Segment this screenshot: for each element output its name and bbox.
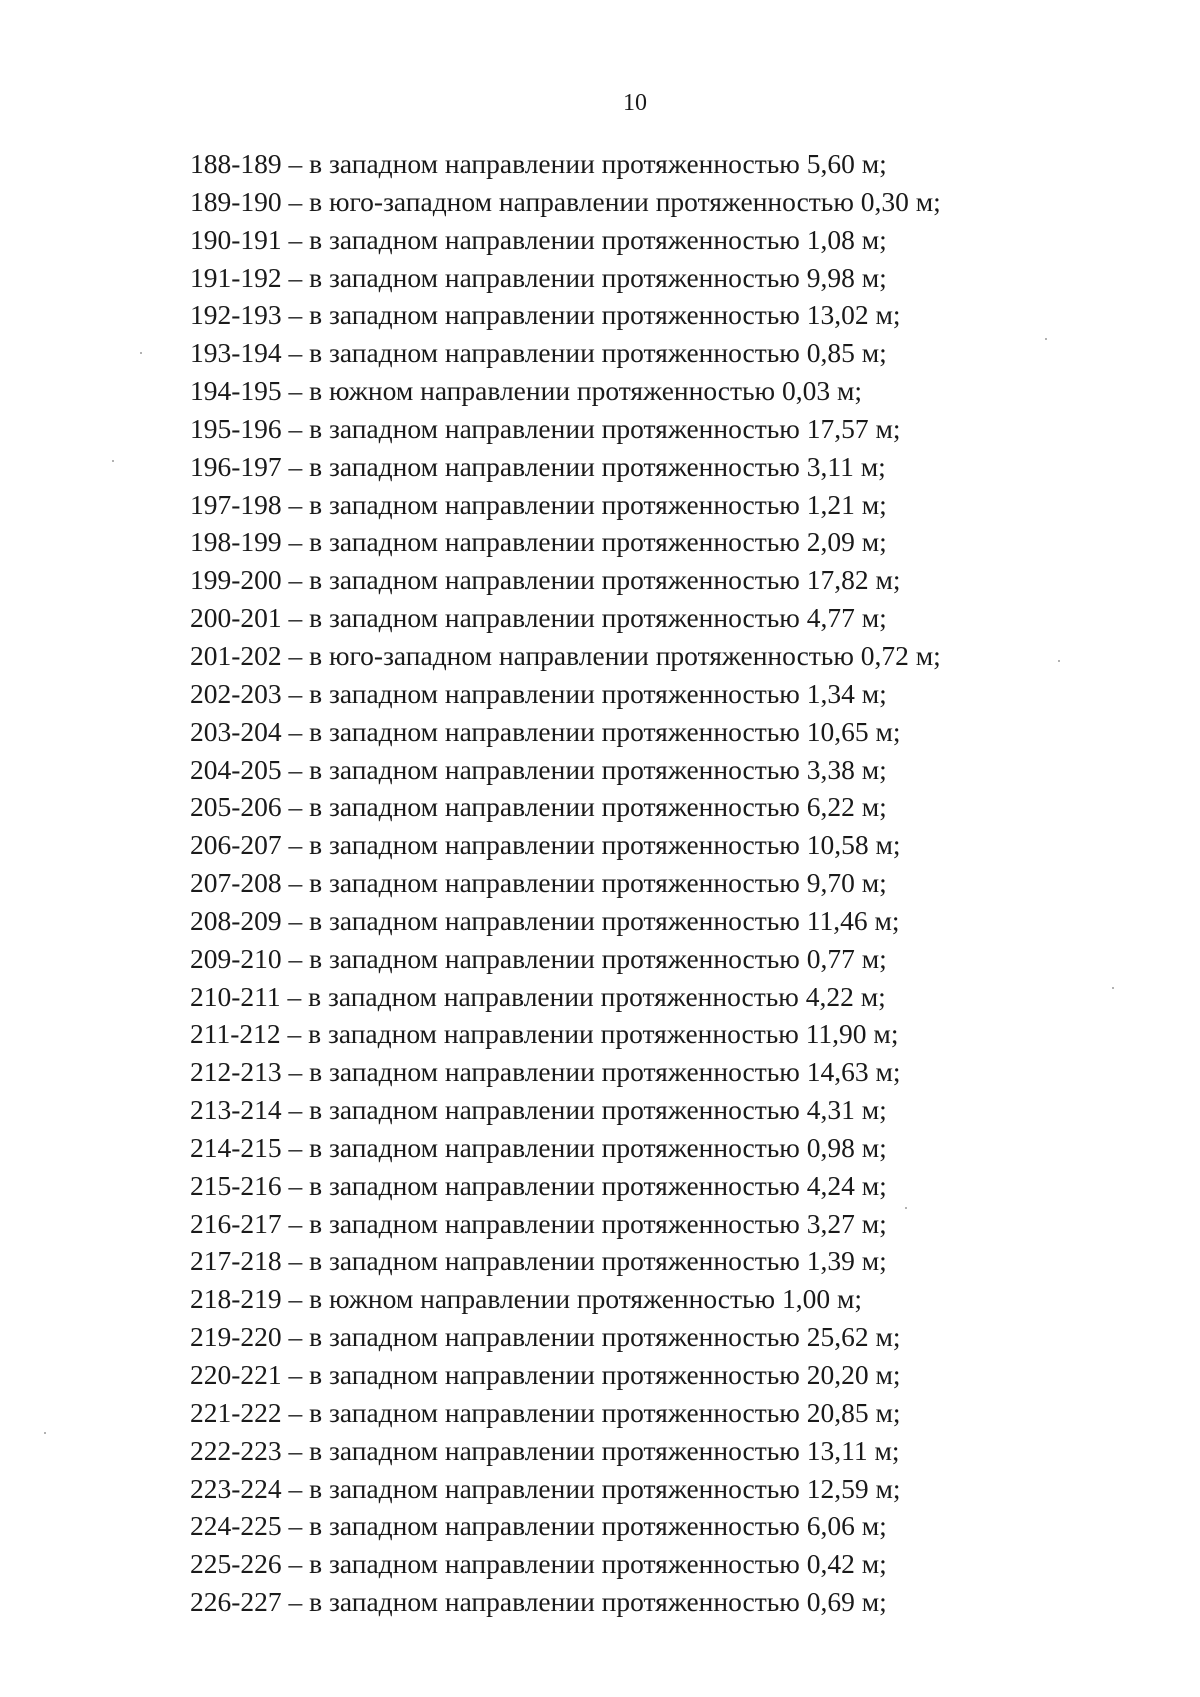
segment-line: 212-213 – в западном направлении протяженностью 14,63 м;: [190, 1056, 901, 1088]
segment-line: 214-215 – в западном направлении протяженностью 0,98 м;: [190, 1131, 887, 1163]
segment-line: 198-199 – в западном направлении протяженностью 2,09 м;: [190, 526, 887, 558]
segment-line: 197-198 – в западном направлении протяженностью 1,21 м;: [190, 488, 887, 520]
segment-line: 190-191 – в западном направлении протяженностью 1,08 м;: [190, 223, 887, 255]
segment-line: 221-222 – в западном направлении протяженностью 20,85 м;: [190, 1396, 901, 1428]
segment-line: 202-203 – в западном направлении протяженностью 1,34 м;: [190, 677, 887, 709]
segment-line: 208-209 – в западном направлении протяженностью 11,46 м;: [190, 904, 900, 936]
segment-line: 207-208 – в западном направлении протяженностью 9,70 м;: [190, 867, 887, 899]
segment-line: 226-227 – в западном направлении протяженностью 0,69 м;: [190, 1586, 887, 1618]
scan-speck: [140, 352, 142, 354]
segment-line: 189-190 – в юго-западном направлении протяженностью 0,30 м;: [190, 185, 941, 217]
segment-line: 199-200 – в западном направлении протяженностью 17,82 м;: [190, 564, 901, 596]
segment-line: 216-217 – в западном направлении протяженностью 3,27 м;: [190, 1207, 887, 1239]
scan-speck: [1045, 338, 1047, 340]
segment-line: 188-189 – в западном направлении протяженностью 5,60 м;: [190, 148, 887, 179]
segment-line: 191-192 – в западном направлении протяженностью 9,98 м;: [190, 261, 887, 293]
segment-line: 223-224 – в западном направлении протяженностью 12,59 м;: [190, 1472, 901, 1504]
scan-speck: [905, 1207, 907, 1209]
segment-line: 203-204 – в западном направлении протяженностью 10,65 м;: [190, 715, 901, 747]
segment-line: 205-206 – в западном направлении протяженностью 6,22 м;: [190, 791, 887, 823]
segment-line: 192-193 – в западном направлении протяженностью 13,02 м;: [190, 299, 901, 331]
segment-line: 195-196 – в западном направлении протяженностью 17,57 м;: [190, 412, 901, 444]
segment-line: 219-220 – в западном направлении протяженностью 25,62 м;: [190, 1321, 901, 1353]
segment-line: 201-202 – в юго-западном направлении протяженностью 0,72 м;: [190, 639, 941, 671]
segment-line: 215-216 – в западном направлении протяженностью 4,24 м;: [190, 1169, 887, 1201]
segment-line: 209-210 – в западном направлении протяженностью 0,77 м;: [190, 942, 887, 974]
segment-line: 213-214 – в западном направлении протяженностью 4,31 м;: [190, 1094, 887, 1126]
segment-line: 200-201 – в западном направлении протяженностью 4,77 м;: [190, 602, 887, 634]
segment-line: 217-218 – в западном направлении протяженностью 1,39 м;: [190, 1245, 887, 1277]
segment-line: 211-212 – в западном направлении протяженностью 11,90 м;: [190, 1018, 899, 1050]
page-number: 10: [623, 90, 647, 116]
scan-speck: [1112, 987, 1114, 989]
boundary-segment-list: [190, 145, 941, 1621]
segment-line: 193-194 – в западном направлении протяженностью 0,85 м;: [190, 337, 887, 369]
scan-speck: [1058, 660, 1060, 662]
segment-line: 218-219 – в южном направлении протяженностью 1,00 м;: [190, 1283, 863, 1315]
segment-line: 224-225 – в западном направлении протяженностью 6,06 м;: [190, 1510, 887, 1542]
segment-line: 222-223 – в западном направлении протяженностью 13,11 м;: [190, 1434, 900, 1466]
segment-line: 225-226 – в западном направлении протяженностью 0,42 м;: [190, 1548, 887, 1580]
segment-line: 206-207 – в западном направлении протяженностью 10,58 м;: [190, 829, 901, 861]
scan-speck: [112, 460, 114, 462]
segment-line: 220-221 – в западном направлении протяженностью 20,20 м;: [190, 1359, 901, 1390]
segment-line: 210-211 – в западном направлении протяженностью 4,22 м;: [190, 980, 886, 1012]
scan-speck: [44, 1432, 46, 1434]
segment-line: 204-205 – в западном направлении протяженностью 3,38 м;: [190, 753, 887, 785]
segment-line: 194-195 – в южном направлении протяженностью 0,03 м;: [190, 375, 863, 407]
segment-line: 196-197 – в западном направлении протяженностью 3,11 м;: [190, 450, 886, 482]
